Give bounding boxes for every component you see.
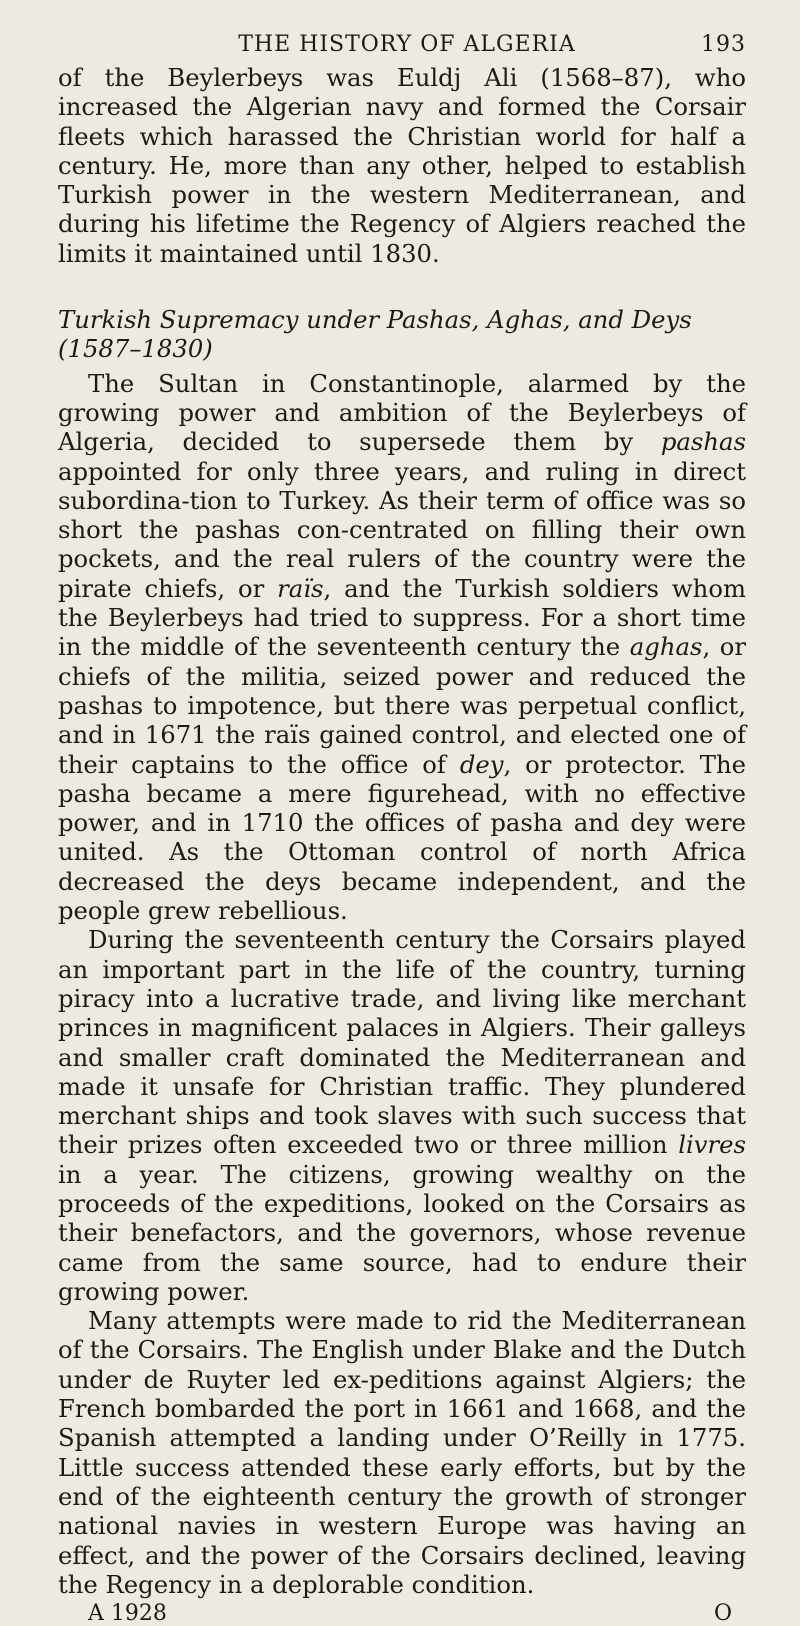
term-pashas: pashas xyxy=(660,427,746,457)
paragraph-continuation: of the Beylerbeys was Euldj Ali (1568–87), who increased the Algerian navy and formed the Corsair fleets which harassed the Christian world for half a century. He, more than any other, helped to establish Turkish power in the western Mediterranean, and during his lifetime the Regency of Algiers reached the limits it maintained until 1830. xyxy=(58,63,746,268)
running-head xyxy=(58,32,746,57)
paragraph-sultan xyxy=(58,369,746,926)
page-number: 193 xyxy=(701,32,746,57)
text-run: , or chiefs of the militia, seized power and reduced the pashas to impotence, but there was perpetual conflict, and in 1671 the raïs gained control, and elected one of their captains to the office of xyxy=(58,632,746,779)
paragraph-attempts: Many attempts were made to rid the Mediterranean of the Corsairs. The English under Blake and the Dutch under de Ruyter led ex-peditions against Algiers; the French bombarded the port in 1661 and 1668, and the Spanish attempted a landing under O’Reilly in 1775. Little success attended these early efforts, but by the end of the eighteenth century the growth of stronger national navies in western Europe was having an effect, and the power of the Corsairs declined, leaving the Regency in a deplorable condition. xyxy=(58,1306,746,1599)
term-livres: livres xyxy=(678,1130,746,1160)
running-title: THE HISTORY OF ALGERIA xyxy=(238,32,576,57)
text-run: , and the Turkish soldiers whom the Beylerbeys had tried to suppress. For a short time in the middle of the seventeenth century the xyxy=(58,573,746,662)
section-heading: Turkish Supremacy under Pashas, Aghas, and Deys (1587–1830) xyxy=(58,305,692,364)
paragraph-corsairs xyxy=(58,925,746,1306)
text-run: The Sultan in Constantinople, alarmed by the growing power and ambition of the Beylerbeys of Algeria, decided to supersede them by xyxy=(58,368,746,457)
text-run: During the seventeenth century the Corsairs played an important part in the life of the country, turning piracy into a lucrative trade, and living like merchant princes in magnificent palaces in Algiers. Their galleys and smaller craft dominated the Mediterranean and made it unsafe for Christian traffic. They plundered merchant ships and took slaves with such success that their prizes often exceeded two or three million xyxy=(58,925,746,1160)
text-run: in a year. The citizens, growing wealthy on the proceeds of the expeditions, looked on the Corsairs as their benefactors, and the governors, whose revenue came from the same source, had to endure their growing power. xyxy=(58,1159,746,1306)
text-run: appointed for only three years, and ruling in direct subordina-tion to Turkey. As their term of office was so short the pashas con-centrated on filling their own pockets, and the real rulers of the country were the pirate chiefs, or xyxy=(58,456,746,603)
term-rais: raïs xyxy=(277,573,324,603)
page-footer xyxy=(58,1599,746,1626)
term-aghas: aghas xyxy=(629,632,703,662)
text-run: , or protector. The pasha became a mere figurehead, with no effective power, and in 1710 the offices of pasha and dey were united. As the Ottoman control of north Africa decreased the deys became independent, and the people grew rebellious. xyxy=(58,749,746,926)
term-dey: dey xyxy=(459,749,504,779)
signature-mark: A 1928 xyxy=(88,1601,167,1626)
signature-letter: O xyxy=(713,1601,732,1626)
